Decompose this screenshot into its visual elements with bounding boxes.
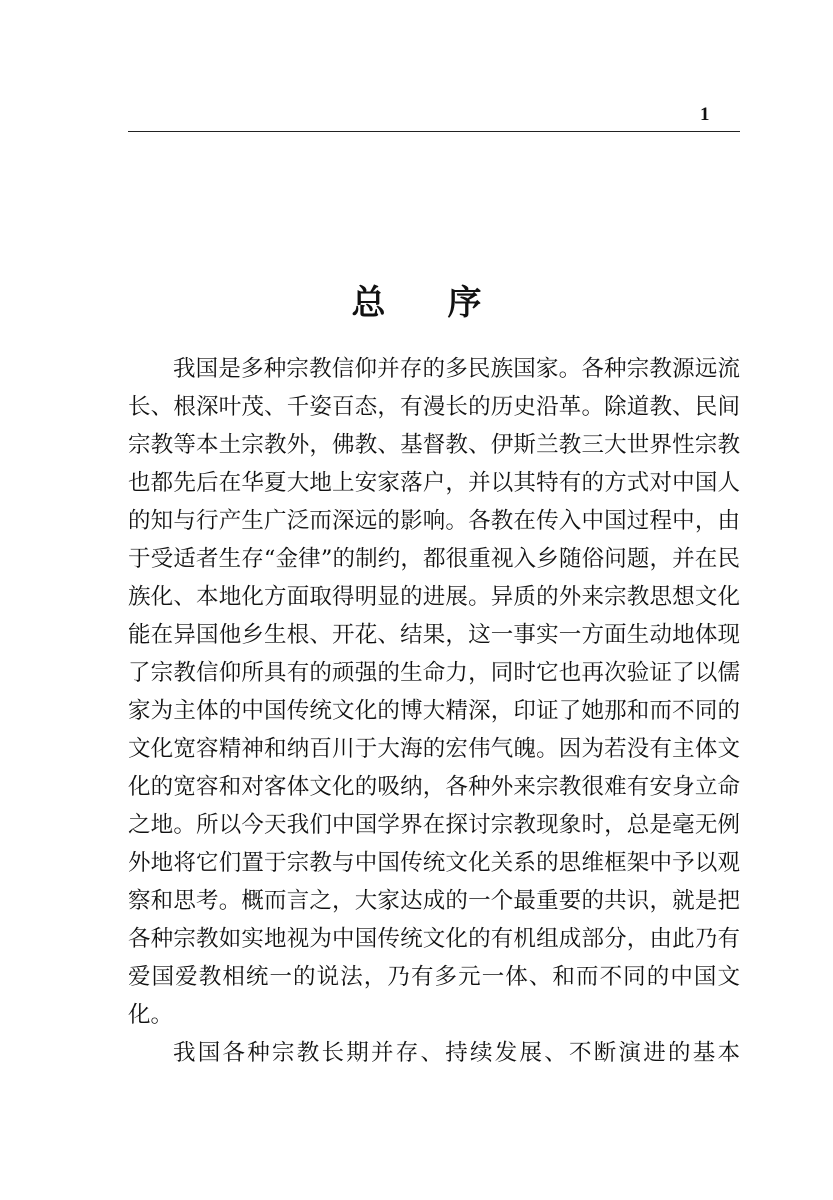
header-rule <box>128 131 740 132</box>
paragraph-1: 我国是多种宗教信仰并存的多民族国家。各种宗教源远流长、根深叶茂、千姿百态，有漫长的历史沿革。除道教、民间宗教等本土宗教外，佛教、基督教、伊斯兰教三大世界性宗教也都先后在华夏大地上安家落户，并以其特有的方式对中国人的知与行产生广泛而深远的影响。各教在传入中国过程中，由于受适者生存“金律”的制约，都很重视入乡随俗问题，并在民族化、本地化方面取得明显的进展。异质的外来宗教思想文化能在异国他乡生根、开花、结果，这一事实一方面生动地体现了宗教信仰所具有的顽强的生命力，同时它也再次验证了以儒家为主体的中国传统文化的博大精深，印证了她那和而不同的文化宽容精神和纳百川于大海的宏伟气魄。因为若没有主体文化的宽容和对客体文化的吸纳，各种外来宗教很难有安身立命之地。所以今天我们中国学界在探讨宗教现象时，总是毫无例外地将它们置于宗教与中国传统文化关系的思维框架中予以观察和思考。概而言之，大家达成的一个最重要的共识，就是把各种宗教如实地视为中国传统文化的有机组成部分，由此乃有爱国爱教相统一的说法，乃有多元一体、和而不同的中国文化。 <box>128 356 740 1028</box>
paragraph-2: 我国各种宗教长期并存、持续发展、不断演进的基本 <box>173 1040 740 1066</box>
body-text <box>128 350 740 1072</box>
page-title: 总序 <box>351 282 544 323</box>
page-number: 1 <box>700 104 710 125</box>
